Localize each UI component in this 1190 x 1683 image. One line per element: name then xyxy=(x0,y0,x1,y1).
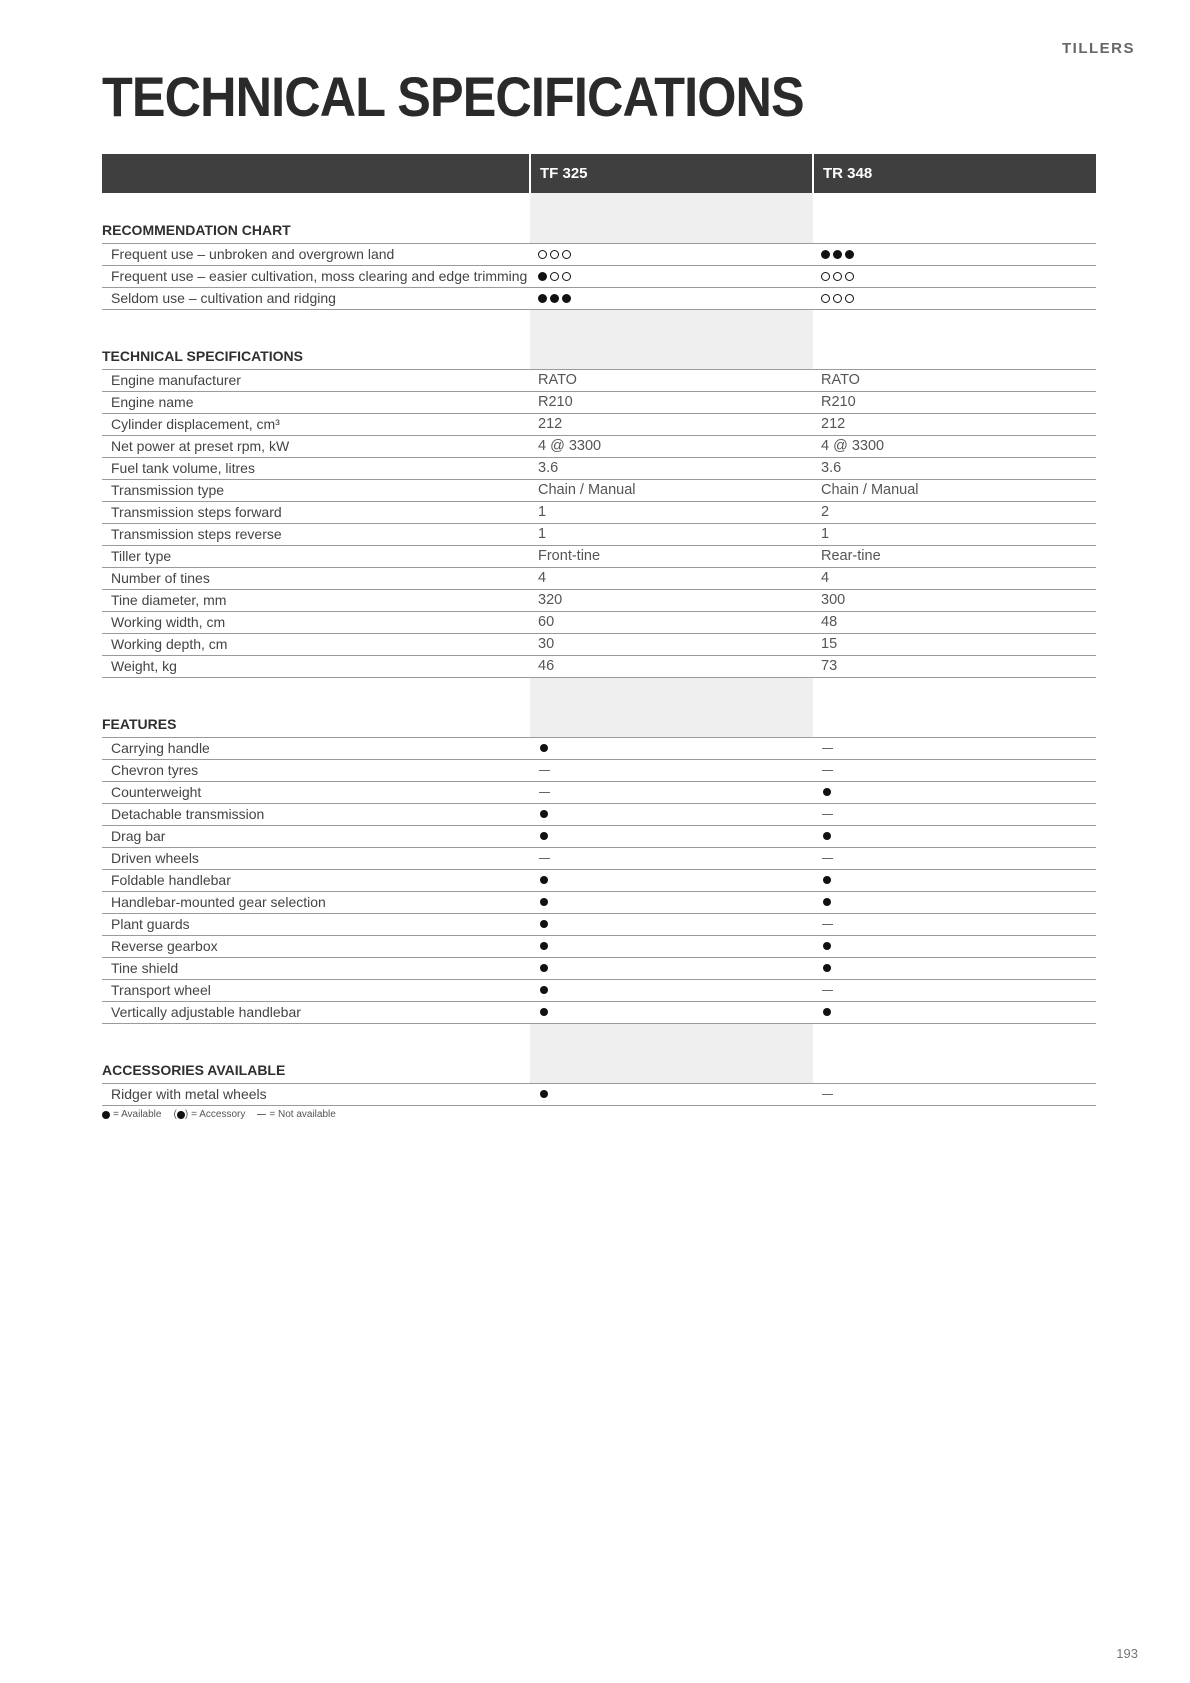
not-available-dash-icon xyxy=(539,858,550,859)
section-blank-cell xyxy=(813,217,1096,244)
table-row xyxy=(102,634,1096,656)
row-label: Reverse gearbox xyxy=(102,936,530,958)
table-header-row xyxy=(102,154,1096,193)
row-label: Number of tines xyxy=(102,568,530,590)
available-bullet-icon xyxy=(540,920,548,928)
available-bullet-icon xyxy=(823,898,831,906)
not-available-dash-icon xyxy=(822,990,833,991)
section-blank-cell xyxy=(813,1057,1096,1084)
section-shade-cell xyxy=(530,217,813,244)
section-title: ACCESSORIES AVAILABLE xyxy=(102,1057,530,1084)
table-row xyxy=(102,244,1096,266)
section-header-row xyxy=(102,217,1096,244)
value-cell xyxy=(530,870,813,892)
row-label: Plant guards xyxy=(102,914,530,936)
not-available-dash-icon xyxy=(822,924,833,925)
value-cell: 30 xyxy=(530,634,813,656)
value-cell xyxy=(813,804,1096,826)
section-title: TECHNICAL SPECIFICATIONS xyxy=(102,343,530,370)
table-row xyxy=(102,848,1096,870)
value-cell xyxy=(530,244,813,266)
spacer-cell xyxy=(530,193,813,217)
spacer-cell xyxy=(813,678,1096,712)
table-row xyxy=(102,760,1096,782)
value-cell xyxy=(813,958,1096,980)
table-row xyxy=(102,804,1096,826)
rating-dots xyxy=(821,250,854,259)
value-cell xyxy=(530,936,813,958)
value-cell: 1 xyxy=(530,524,813,546)
value-cell: 2 xyxy=(813,502,1096,524)
available-bullet-icon xyxy=(823,876,831,884)
spacer-cell xyxy=(813,193,1096,217)
row-label: Cylinder displacement, cm³ xyxy=(102,414,530,436)
value-cell: Chain / Manual xyxy=(530,480,813,502)
section-spacer xyxy=(102,310,1096,344)
empty-circle-icon xyxy=(550,272,559,281)
table-row xyxy=(102,524,1096,546)
value-cell xyxy=(530,266,813,288)
row-label: Frequent use – unbroken and overgrown land xyxy=(102,244,530,266)
section-title: RECOMMENDATION CHART xyxy=(102,217,530,244)
row-label: Fuel tank volume, litres xyxy=(102,458,530,480)
empty-circle-icon xyxy=(550,250,559,259)
dash-icon xyxy=(257,1114,266,1115)
row-label: Working depth, cm xyxy=(102,634,530,656)
value-cell xyxy=(530,1002,813,1024)
model-header-tr348: TR 348 xyxy=(813,154,1096,193)
available-bullet-icon xyxy=(823,788,831,796)
not-available-dash-icon xyxy=(539,792,550,793)
value-cell xyxy=(530,848,813,870)
not-available-dash-icon xyxy=(539,770,550,771)
spacer-cell xyxy=(813,1024,1096,1058)
row-label: Carrying handle xyxy=(102,738,530,760)
section-tag: TILLERS xyxy=(1062,40,1135,57)
legend-not-available-label: = Not available xyxy=(269,1109,336,1120)
value-cell: 212 xyxy=(813,414,1096,436)
table-row xyxy=(102,458,1096,480)
row-label: Tine diameter, mm xyxy=(102,590,530,612)
value-cell: 4 xyxy=(530,568,813,590)
legend-available-label: = Available xyxy=(113,1109,162,1120)
available-bullet-icon xyxy=(823,1008,831,1016)
value-cell: RATO xyxy=(813,370,1096,392)
table-row xyxy=(102,370,1096,392)
table-row xyxy=(102,936,1096,958)
page-number: 193 xyxy=(1116,1646,1138,1661)
filled-circle-icon xyxy=(550,294,559,303)
section-shade-cell xyxy=(530,343,813,370)
available-bullet-icon xyxy=(540,1008,548,1016)
section-header-row xyxy=(102,711,1096,738)
table-row xyxy=(102,414,1096,436)
not-available-dash-icon xyxy=(822,748,833,749)
table-row xyxy=(102,738,1096,760)
value-cell xyxy=(813,914,1096,936)
value-cell xyxy=(813,760,1096,782)
row-label: Transmission steps forward xyxy=(102,502,530,524)
value-cell xyxy=(813,1084,1096,1106)
available-bullet-icon xyxy=(540,898,548,906)
spacer-cell xyxy=(102,678,530,712)
not-available-dash-icon xyxy=(822,814,833,815)
value-cell xyxy=(530,288,813,310)
table-row xyxy=(102,1002,1096,1024)
row-label: Tine shield xyxy=(102,958,530,980)
value-cell: R210 xyxy=(813,392,1096,414)
table-row xyxy=(102,480,1096,502)
legend-accessory xyxy=(173,1109,245,1120)
value-cell: 15 xyxy=(813,634,1096,656)
empty-circle-icon xyxy=(833,272,842,281)
value-cell: 1 xyxy=(530,502,813,524)
table-row xyxy=(102,568,1096,590)
table-row xyxy=(102,782,1096,804)
section-blank-cell xyxy=(813,343,1096,370)
page-title: TECHNICAL SPECIFICATIONS xyxy=(102,65,804,128)
row-label: Transmission type xyxy=(102,480,530,502)
row-label: Seldom use – cultivation and ridging xyxy=(102,288,530,310)
value-cell xyxy=(530,892,813,914)
legend-not-available xyxy=(257,1109,335,1120)
legend-available xyxy=(102,1109,161,1120)
section-header-row xyxy=(102,343,1096,370)
table-row xyxy=(102,590,1096,612)
row-label: Weight, kg xyxy=(102,656,530,678)
section-shade-cell xyxy=(530,1057,813,1084)
section-spacer xyxy=(102,193,1096,217)
spec-table xyxy=(102,154,1096,1106)
filled-bullet-icon xyxy=(102,1111,110,1119)
empty-circle-icon xyxy=(821,294,830,303)
row-label: Driven wheels xyxy=(102,848,530,870)
value-cell xyxy=(530,958,813,980)
table-row xyxy=(102,958,1096,980)
rating-dots xyxy=(538,272,571,281)
value-cell xyxy=(813,1002,1096,1024)
table-row xyxy=(102,546,1096,568)
empty-circle-icon xyxy=(538,250,547,259)
table-row xyxy=(102,502,1096,524)
value-cell: R210 xyxy=(530,392,813,414)
rating-dots xyxy=(821,272,854,281)
row-label: Detachable transmission xyxy=(102,804,530,826)
row-label: Foldable handlebar xyxy=(102,870,530,892)
empty-circle-icon xyxy=(562,272,571,281)
value-cell xyxy=(530,782,813,804)
value-cell xyxy=(530,738,813,760)
value-cell: 60 xyxy=(530,612,813,634)
value-cell: 3.6 xyxy=(530,458,813,480)
value-cell xyxy=(530,826,813,848)
value-cell xyxy=(813,266,1096,288)
empty-circle-icon xyxy=(562,250,571,259)
table-row xyxy=(102,612,1096,634)
value-cell xyxy=(813,892,1096,914)
value-cell xyxy=(813,870,1096,892)
available-bullet-icon xyxy=(823,964,831,972)
value-cell xyxy=(530,914,813,936)
section-header-row xyxy=(102,1057,1096,1084)
table-row xyxy=(102,892,1096,914)
value-cell xyxy=(813,980,1096,1002)
not-available-dash-icon xyxy=(822,1094,833,1095)
header-blank-cell xyxy=(102,154,530,193)
table-row xyxy=(102,656,1096,678)
empty-circle-icon xyxy=(845,294,854,303)
value-cell xyxy=(530,980,813,1002)
value-cell: 4 @ 3300 xyxy=(530,436,813,458)
available-bullet-icon xyxy=(540,744,548,752)
row-label: Ridger with metal wheels xyxy=(102,1084,530,1106)
model-header-tf325: TF 325 xyxy=(530,154,813,193)
spacer-cell xyxy=(102,310,530,344)
value-cell: Rear-tine xyxy=(813,546,1096,568)
rating-dots xyxy=(821,294,854,303)
filled-circle-icon xyxy=(538,294,547,303)
value-cell xyxy=(813,738,1096,760)
value-cell: 46 xyxy=(530,656,813,678)
value-cell xyxy=(813,288,1096,310)
rating-dots xyxy=(538,294,571,303)
spacer-cell xyxy=(530,1024,813,1058)
not-available-dash-icon xyxy=(822,770,833,771)
value-cell: 4 @ 3300 xyxy=(813,436,1096,458)
filled-circle-icon xyxy=(845,250,854,259)
row-label: Handlebar-mounted gear selection xyxy=(102,892,530,914)
value-cell: 48 xyxy=(813,612,1096,634)
value-cell: 320 xyxy=(530,590,813,612)
table-row xyxy=(102,980,1096,1002)
row-label: Vertically adjustable handlebar xyxy=(102,1002,530,1024)
table-row xyxy=(102,392,1096,414)
table-row xyxy=(102,288,1096,310)
value-cell: 4 xyxy=(813,568,1096,590)
value-cell: 1 xyxy=(813,524,1096,546)
row-label: Tiller type xyxy=(102,546,530,568)
filled-circle-icon xyxy=(562,294,571,303)
value-cell: RATO xyxy=(530,370,813,392)
legend xyxy=(102,1109,336,1120)
table-row xyxy=(102,436,1096,458)
row-label: Working width, cm xyxy=(102,612,530,634)
empty-circle-icon xyxy=(845,272,854,281)
available-bullet-icon xyxy=(540,986,548,994)
value-cell xyxy=(530,760,813,782)
value-cell xyxy=(530,1084,813,1106)
available-bullet-icon xyxy=(823,832,831,840)
empty-circle-icon xyxy=(821,272,830,281)
table-row xyxy=(102,266,1096,288)
value-cell xyxy=(813,826,1096,848)
spacer-cell xyxy=(530,310,813,344)
available-bullet-icon xyxy=(540,942,548,950)
available-bullet-icon xyxy=(540,810,548,818)
available-bullet-icon xyxy=(540,832,548,840)
available-bullet-icon xyxy=(540,876,548,884)
spacer-cell xyxy=(102,193,530,217)
value-cell: Front-tine xyxy=(530,546,813,568)
table-row xyxy=(102,914,1096,936)
value-cell: 73 xyxy=(813,656,1096,678)
not-available-dash-icon xyxy=(822,858,833,859)
available-bullet-icon xyxy=(540,1090,548,1098)
table-row xyxy=(102,870,1096,892)
row-label: Transmission steps reverse xyxy=(102,524,530,546)
value-cell xyxy=(813,936,1096,958)
spacer-cell xyxy=(102,1024,530,1058)
section-shade-cell xyxy=(530,711,813,738)
value-cell: 3.6 xyxy=(813,458,1096,480)
filled-circle-icon xyxy=(833,250,842,259)
value-cell: Chain / Manual xyxy=(813,480,1096,502)
available-bullet-icon xyxy=(540,964,548,972)
value-cell: 300 xyxy=(813,590,1096,612)
available-bullet-icon xyxy=(823,942,831,950)
empty-circle-icon xyxy=(833,294,842,303)
row-label: Engine manufacturer xyxy=(102,370,530,392)
row-label: Counterweight xyxy=(102,782,530,804)
row-label: Engine name xyxy=(102,392,530,414)
table-row xyxy=(102,826,1096,848)
row-label: Transport wheel xyxy=(102,980,530,1002)
row-label: Net power at preset rpm, kW xyxy=(102,436,530,458)
accessory-bullet-icon: ( ) xyxy=(173,1109,189,1120)
row-label: Chevron tyres xyxy=(102,760,530,782)
section-spacer xyxy=(102,1024,1096,1058)
section-title: FEATURES xyxy=(102,711,530,738)
filled-circle-icon xyxy=(821,250,830,259)
value-cell xyxy=(813,848,1096,870)
value-cell xyxy=(813,244,1096,266)
table-row xyxy=(102,1084,1096,1106)
section-spacer xyxy=(102,678,1096,712)
spacer-cell xyxy=(530,678,813,712)
row-label: Drag bar xyxy=(102,826,530,848)
section-blank-cell xyxy=(813,711,1096,738)
legend-accessory-label: = Accessory xyxy=(191,1109,246,1120)
row-label: Frequent use – easier cultivation, moss clearing and edge trimming xyxy=(102,266,530,288)
filled-circle-icon xyxy=(538,272,547,281)
value-cell xyxy=(813,782,1096,804)
spacer-cell xyxy=(813,310,1096,344)
value-cell xyxy=(530,804,813,826)
value-cell: 212 xyxy=(530,414,813,436)
spec-table-body xyxy=(102,193,1096,1106)
rating-dots xyxy=(538,250,571,259)
